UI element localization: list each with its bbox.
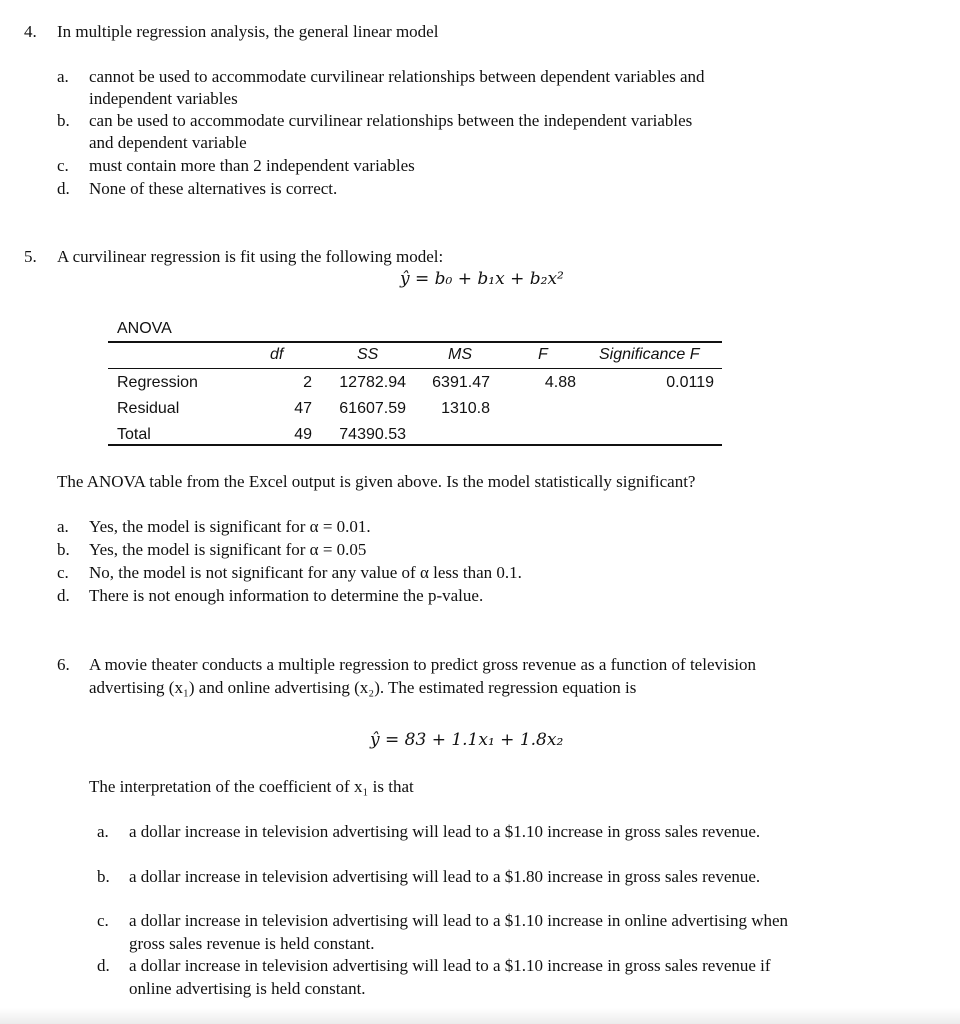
cell-ms: 1310.8 [441, 400, 490, 417]
option-label: c. [57, 563, 69, 582]
table-header-rule [108, 368, 722, 369]
row-label-regression: Regression [117, 374, 198, 391]
cell-ss: 12782.94 [339, 374, 406, 391]
question-6-stem-line: A movie theater conducts a multiple regression to predict gross revenue as a function of television [89, 655, 757, 674]
question-6-number: 6. [57, 655, 70, 674]
anova-title: ANOVA [117, 320, 172, 337]
option-text-line: cannot be used to accommodate curvilinear relationships between dependent variables and [89, 67, 705, 86]
header-ms: MS [448, 346, 472, 363]
question-5-stem: A curvilinear regression is fit using the following model: [57, 247, 444, 266]
header-ss: SS [357, 346, 379, 363]
option-label: b. [97, 867, 110, 886]
option-label: b. [57, 111, 70, 130]
cell-df: 2 [303, 374, 312, 391]
question-5-option-d[interactable] [57, 585, 917, 608]
question-4-options [57, 66, 917, 201]
option-text-line: independent variables [89, 89, 238, 108]
header-significance-f: Significance F [599, 346, 700, 363]
option-text-line: gross sales revenue is held constant. [129, 934, 375, 953]
option-text-line: There is not enough information to determine the p-value. [89, 586, 484, 605]
cell-df: 47 [294, 400, 312, 417]
question-5-option-c[interactable] [57, 562, 917, 585]
option-text-line: None of these alternatives is correct. [89, 179, 338, 198]
option-text-line: Yes, the model is significant for α = 0.01. [89, 517, 371, 536]
row-label-total: Total [117, 426, 151, 443]
question-5-number: 5. [24, 247, 37, 266]
cell-df: 49 [294, 426, 312, 443]
option-label: a. [97, 822, 109, 841]
question-5-options [57, 516, 917, 608]
option-label: d. [97, 956, 110, 975]
option-text-line: a dollar increase in television advertising will lead to a $1.10 increase in gross sales revenue if [129, 956, 771, 975]
page-bottom-shadow [0, 1008, 960, 1024]
question-6-prompt: The interpretation of the coefficient of x₁ is that [89, 777, 414, 796]
table-bottom-rule [108, 444, 722, 446]
cell-significance-f: 0.0119 [666, 374, 714, 391]
question-6-stem-line: advertising (x₁) and online advertising (x₂). The estimated regression equation is [89, 678, 637, 697]
question-5-option-b[interactable] [57, 539, 917, 562]
option-text-line: can be used to accommodate curvilinear relationships between the independent variables [89, 111, 693, 130]
option-text-line: and dependent variable [89, 133, 247, 152]
question-4-option-b[interactable] [57, 110, 917, 155]
cell-f: 4.88 [544, 374, 576, 391]
question-5-prompt: The ANOVA table from the Excel output is given above. Is the model statistically significant? [57, 472, 696, 491]
option-text-line: must contain more than 2 independent variables [89, 156, 415, 175]
option-text-line: No, the model is not significant for any value of α less than 0.1. [89, 563, 522, 582]
option-text-line: a dollar increase in television advertising will lead to a $1.80 increase in gross sales revenue. [129, 867, 761, 886]
regression-equation: ŷ = 83 + 1.1x₁ + 1.8x₂ [370, 730, 564, 750]
option-label: a. [57, 67, 69, 86]
row-label-residual: Residual [117, 400, 180, 417]
option-text-line: a dollar increase in television advertising will lead to a $1.10 increase in gross sales revenue. [129, 822, 761, 841]
cell-ss: 61607.59 [339, 400, 406, 417]
header-df: df [270, 346, 284, 363]
model-equation: ŷ = b₀ + b₁x + b₂x² [400, 269, 564, 289]
header-f: F [538, 346, 548, 363]
question-4-option-d[interactable] [57, 178, 917, 201]
option-label: b. [57, 540, 70, 559]
option-label: a. [57, 517, 69, 536]
question-4-number: 4. [24, 22, 37, 41]
option-label: d. [57, 586, 70, 605]
option-text-line: online advertising is held constant. [129, 979, 366, 998]
option-text-line: a dollar increase in television advertising will lead to a $1.10 increase in online advertising when [129, 911, 789, 930]
cell-ms: 6391.47 [432, 374, 490, 391]
question-4-option-a[interactable] [57, 66, 917, 110]
question-4-stem: In multiple regression analysis, the general linear model [57, 22, 439, 41]
option-label: c. [57, 156, 69, 175]
option-label: d. [57, 179, 70, 198]
option-text-line: Yes, the model is significant for α = 0.05 [89, 540, 367, 559]
option-label: c. [97, 911, 109, 930]
question-4-option-c[interactable] [57, 155, 917, 178]
cell-ss: 74390.53 [339, 426, 406, 443]
table-top-rule [108, 341, 722, 343]
question-5-option-a[interactable] [57, 516, 917, 539]
